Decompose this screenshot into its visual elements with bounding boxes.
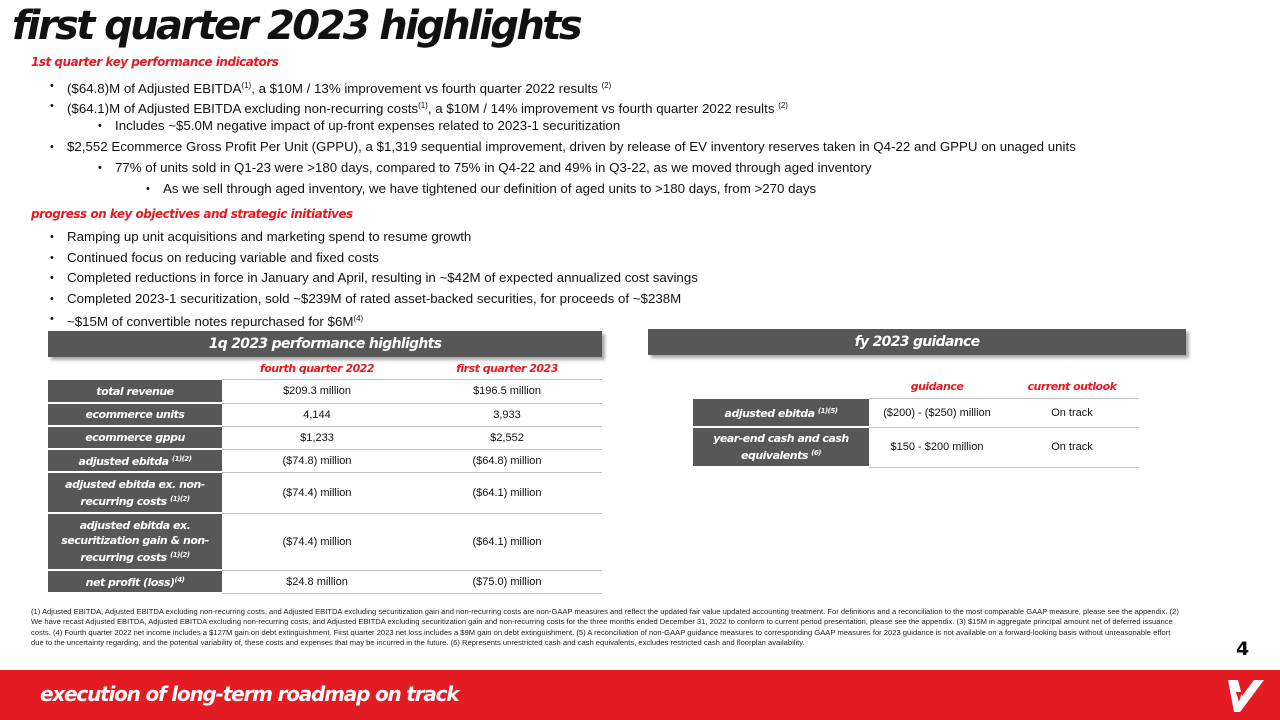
table-row (48, 449, 602, 472)
table-row (48, 380, 602, 403)
vroom-v-logo-icon (1222, 676, 1266, 714)
progress-heading: progress on key objectives and strategic initiatives (31, 207, 353, 221)
perf-table-header: 1q 2023 performance highlights (48, 331, 602, 357)
list-item: • ~$15M of convertible notes repurchased for $\$6M^{(4)}$ (67, 311, 363, 330)
row-label: ecommerce gppu (48, 426, 222, 449)
row-label: total revenue (48, 380, 222, 403)
q4-value: 4,144 (222, 403, 412, 426)
table-row (48, 426, 602, 449)
footer-band (0, 670, 1280, 720)
table-row (48, 513, 602, 570)
guidance-value: $150 - $200 million (869, 427, 1005, 467)
table-row (693, 399, 1139, 427)
page-title: first quarter 2023 highlights (12, 3, 581, 49)
perf-table (48, 380, 602, 594)
row-label: adjusted ebitda ex. non-recurring costs $^{(1)(2)}$ (48, 472, 222, 513)
row-label: adjusted ebitda ex. securitization gain & non-recurring costs $^{(1)(2)}$ (48, 513, 222, 570)
q1-value: ($64.1) million (412, 513, 602, 570)
q4-value: $24.8 million (222, 570, 412, 593)
q4-value: ($74.8) million (222, 449, 412, 472)
row-label: net profit (loss)$^{(4)}$ (48, 570, 222, 593)
q1-value: ($75.0) million (412, 570, 602, 593)
table-row (693, 427, 1139, 467)
list-item: • Includes ~$5.0M negative impact of up-front expenses related to 2023-1 securitization (115, 118, 620, 134)
q4-value: $209.3 million (222, 380, 412, 403)
list-item: • ($64.1)M of Adjusted EBITDA excluding non-recurring costs$^{(1)}$, a $10M / 14% improvement vs fourth quarter 2022 results $^{(2)}$ (67, 98, 788, 117)
guidance-col-outlook: current outlook (1027, 380, 1117, 393)
list-item: • Completed 2023-1 securitization, sold ~$239M of rated asset-backed securities, for proceeds of ~$238M (67, 291, 681, 307)
perf-col-q1: first quarter 2023 (456, 362, 558, 375)
q1-value: $2,552 (412, 426, 602, 449)
kpi-heading: 1st quarter key performance indicators (31, 55, 279, 69)
perf-col-q4: fourth quarter 2022 (259, 362, 375, 375)
table-row (48, 472, 602, 513)
guidance-header: fy 2023 guidance (648, 329, 1186, 355)
list-item: • $2,552 Ecommerce Gross Profit Per Unit (GPPU), a $1,319 sequential improvement, driven by release of EV inventory reserves taken in Q4-22 and GPPU on unaged units (67, 139, 1076, 155)
row-label: ecommerce units (48, 403, 222, 426)
guidance-col-guidance: guidance (910, 380, 964, 393)
row-label: adjusted ebitda $^{(1)(5)}$ (693, 399, 869, 427)
table-row (48, 570, 602, 593)
list-item: • Ramping up unit acquisitions and marketing spend to resume growth (67, 229, 471, 245)
list-item: • 77% of units sold in Q1-23 were >180 days, compared to 75% in Q4-22 and 49% in Q3-22, as we moved through aged inventory (115, 160, 872, 176)
guidance-value: ($200) - ($250) million (869, 399, 1005, 427)
tagline: execution of long-term roadmap on track (40, 682, 459, 706)
row-label: year-end cash and cash equivalents $^{(6)}$ (693, 427, 869, 467)
row-label: adjusted ebitda $^{(1)(2)}$ (48, 449, 222, 472)
q4-value: ($74.4) million (222, 472, 412, 513)
list-item: • Continued focus on reducing variable and fixed costs (67, 250, 379, 266)
outlook-value: On track (1005, 427, 1139, 467)
q4-value: $1,233 (222, 426, 412, 449)
q1-value: 3,933 (412, 403, 602, 426)
q4-value: ($74.4) million (222, 513, 412, 570)
q1-value: ($64.8) million (412, 449, 602, 472)
table-row (48, 403, 602, 426)
q1-value: ($64.1) million (412, 472, 602, 513)
list-item: • ($64.8)M of Adjusted EBITDA$^{(1)}$, a $10M / 13% improvement vs fourth quarter 2022 results $^{(2)}$ (67, 78, 611, 97)
page-number: 4 (1236, 638, 1250, 660)
footnote: (1) Adjusted EBITDA, Adjusted EBITDA excluding non-recurring costs, and Adjusted EBITDA excluding securitization gain and non-recurring costs are non-GAAP measures and reflect the updated fair value updated accounting treatment. For definitions and a reconciliation to the most comparable GAAP measure, please see the appendix. (2) We have recast Adjusted EBITDA, Adjusted EBITDA excluding non-recurring costs, and Adjusted EBITDA excluding securitization gain and non-recurring costs for the three months ended December 31, 2022 to conform to current period presentation, please see the appendix. (3) $15M in aggregate principal amount net of deferred issuance costs. (4) Fourth quarter 2022 net income includes a $127M gain on debt extinguishment. First quarter 2023 net loss includes a $9M gain on debt extinguishment. (5) A reconciliation of non-GAAP guidance measures to corresponding GAAP measures for 2023 guidance is not available on a forward-looking basis without unreasonable effort due to the uncertainty regarding, and the potential variability of, these costs and expenses that may be incurred in the future. (6) Represents unrestricted cash and cash equivalents, excludes restricted cash and floorplan availability. (31, 607, 1179, 647)
q1-value: $196.5 million (412, 380, 602, 403)
list-item: • Completed reductions in force in January and April, resulting in ~$42M of expected annualized cost savings (67, 270, 698, 286)
list-item: • As we sell through aged inventory, we have tightened our definition of aged units to >180 days, from >270 days (163, 181, 816, 197)
guidance-table (693, 399, 1139, 468)
outlook-value: On track (1005, 399, 1139, 427)
